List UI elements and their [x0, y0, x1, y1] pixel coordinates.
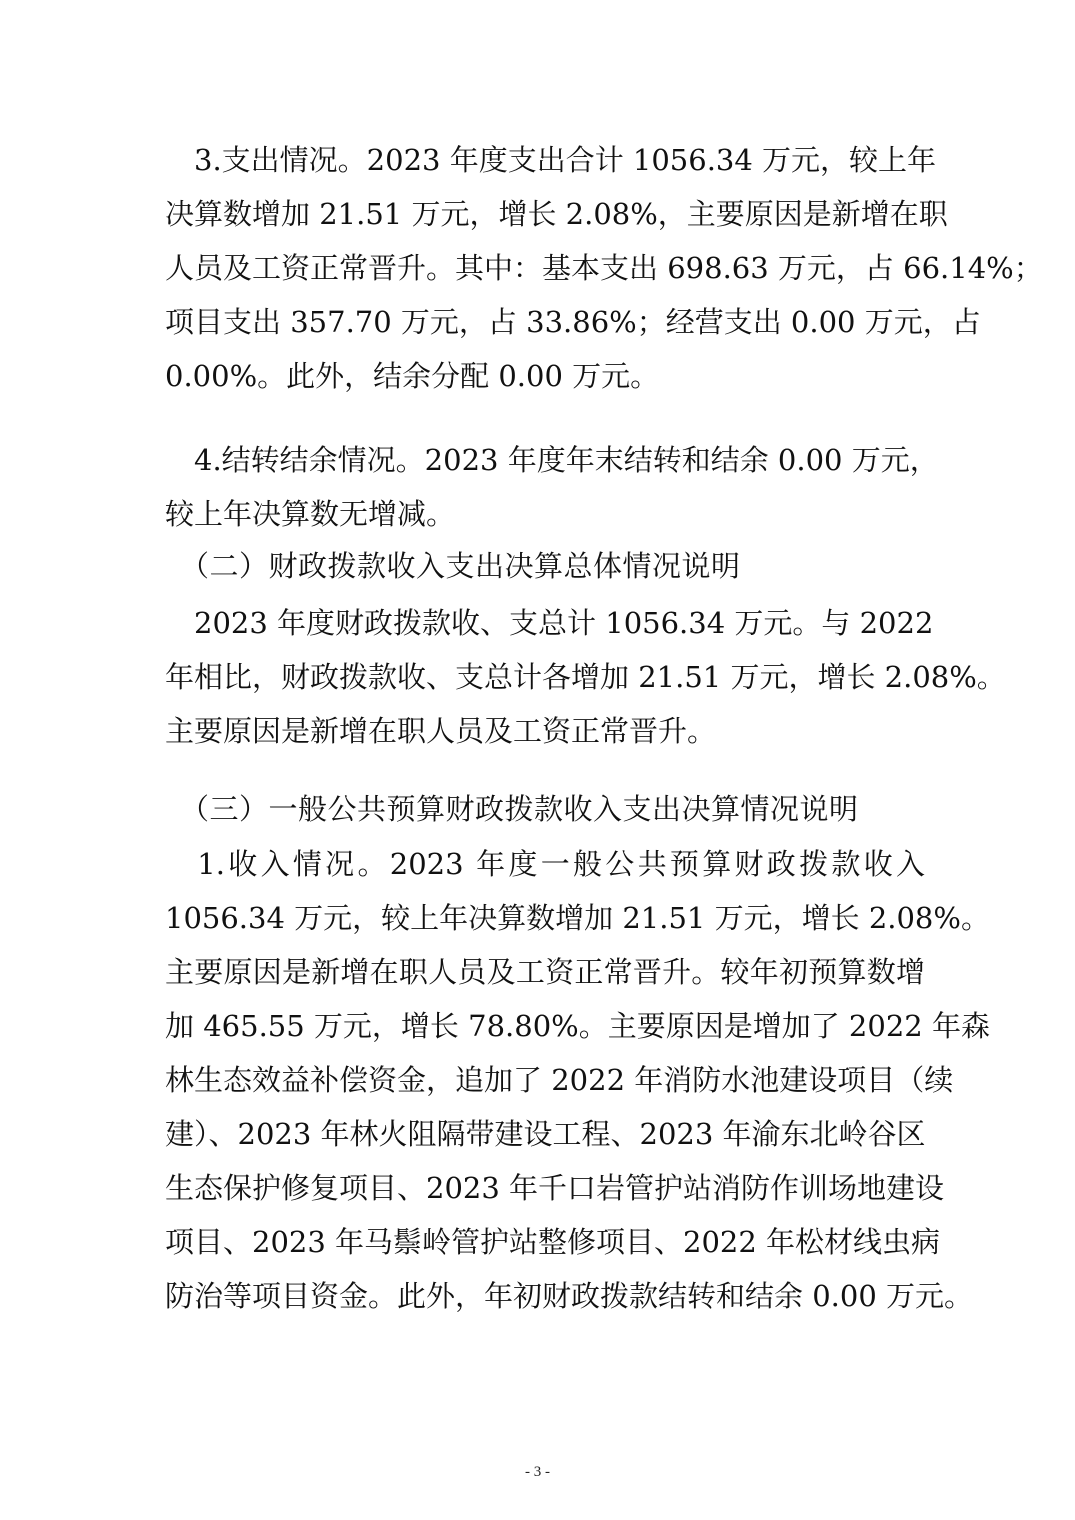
heading-text: （二）财政拨款收入支出决算总体情况说明 [165, 549, 741, 583]
text-line: 项目、2023 年马鬃岭管护站整修项目、2022 年松材线虫病 [165, 1225, 941, 1259]
text-line: 2023 年度财政拨款收、支总计 1056.34 万元。与 2022 [165, 606, 934, 640]
text-line: 建）、2023 年林火阻隔带建设工程、2023 年渝东北岭谷区 [165, 1117, 926, 1151]
paragraph-expenditure [165, 133, 1043, 403]
text-line: 决算数增加 21.51 万元，增长 2.08%，主要原因是新增在职 [165, 197, 948, 231]
text-line: 人员及工资正常晋升。其中：基本支出 698.63 万元，占 66.14%； [165, 251, 1043, 285]
paragraph-income [165, 837, 990, 1323]
text-line: 4.结转结余情况。2023 年度年末结转和结余 0.00 万元， [165, 443, 939, 477]
text-line: 主要原因是新增在职人员及工资正常晋升。 [165, 714, 717, 748]
text-line: 3.支出情况。2023 年度支出合计 1056.34 万元，较上年 [165, 143, 937, 177]
text-line: 防治等项目资金。此外，年初财政拨款结转和结余 0.00 万元。 [165, 1279, 974, 1313]
section-heading-3 [165, 782, 925, 836]
text-line: 林生态效益补偿资金，追加了 2022 年消防水池建设项目（续 [165, 1063, 954, 1097]
text-line: 项目支出 357.70 万元，占 33.86%；经营支出 0.00 万元，占 [165, 305, 981, 339]
text-line: 1056.34 万元，较上年决算数增加 21.51 万元，增长 2.08%。 [165, 901, 990, 935]
text-line: 0.00%。此外，结余分配 0.00 万元。 [165, 359, 660, 393]
text-line: 生态保护修复项目、2023 年千口岩管护站消防作训场地建设 [165, 1171, 945, 1205]
paragraph-carryover [165, 433, 939, 541]
section-heading-2 [165, 539, 925, 593]
paragraph-fiscal-total [165, 596, 1006, 758]
text-line: 主要原因是新增在职人员及工资正常晋升。较年初预算数增 [165, 955, 925, 989]
heading-text: （三）一般公共预算财政拨款收入支出决算情况说明 [165, 792, 859, 826]
text-line: 年相比，财政拨款收、支总计各增加 21.51 万元，增长 2.08%。 [165, 660, 1006, 694]
text-line: 加 465.55 万元，增长 78.80%。主要原因是增加了 2022 年森 [165, 1009, 990, 1043]
page-number: - 3 - [525, 1464, 550, 1480]
text-line: 较上年决算数无增减。 [165, 497, 456, 531]
text-line: 1.收入情况。2023 年度一般公共预算财政拨款收入 [165, 847, 925, 881]
